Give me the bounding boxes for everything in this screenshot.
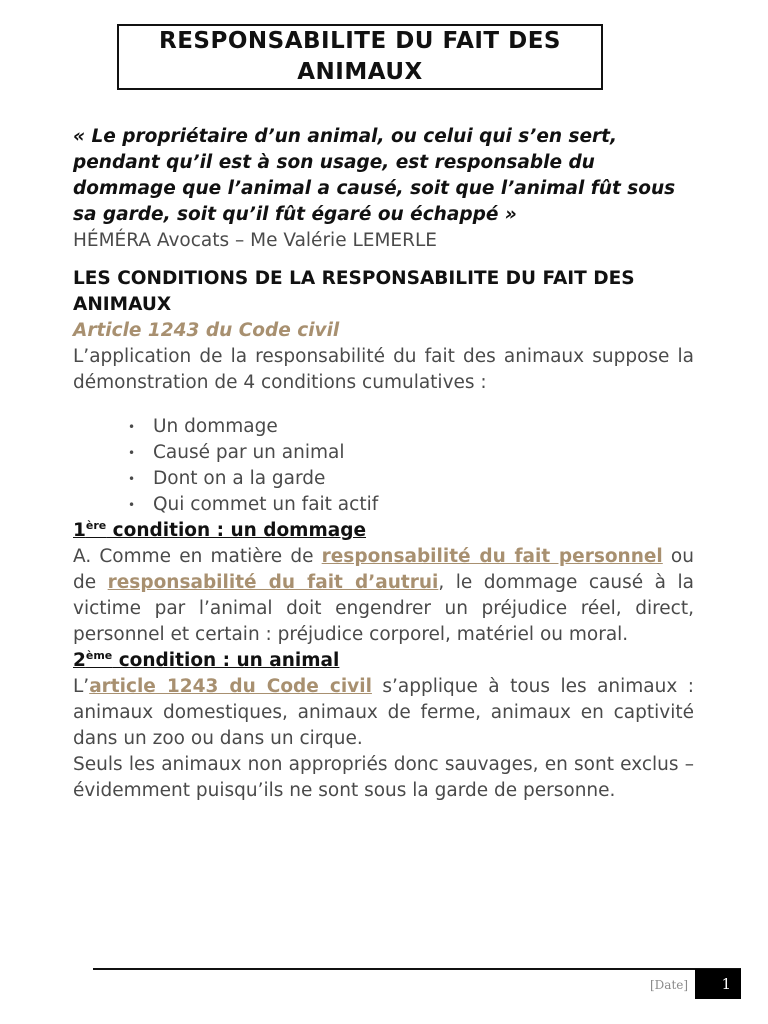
condition-1-title: 1ère condition : un dommage	[73, 518, 367, 541]
condition-1-paragraph: A. Comme en matière de responsabilité du fait personnel ou de responsabilité du fait d’autrui, le dommage causé à la victime par l’animal doit engendrer un préjudice réel, direct, personnel et certain : préjudice corporel, matériel ou moral.	[73, 546, 694, 645]
list-item: • Un dommage	[128, 414, 694, 440]
bullet-icon: •	[128, 472, 136, 486]
list-item: • Qui commet un fait actif	[128, 492, 694, 518]
conditions-list	[73, 414, 694, 518]
quote-author: HÉMÉRA Avocats – Me Valérie LEMERLE	[73, 230, 437, 251]
intro-paragraph: L’application de la responsabilité du fait des animaux suppose la démonstration de 4 conditions cumulatives :	[73, 346, 694, 393]
bullet-icon: •	[128, 420, 136, 434]
quote: « Le propriétaire d’un animal, ou celui qui s’en sert, pendant qu’il est à son usage, est responsable du dommage que l’animal a causé, soit que l’animal fût sous sa garde, soit qu’il fût égaré ou échappé »	[73, 126, 676, 225]
page-number: 1	[695, 969, 741, 999]
bullet-icon: •	[128, 498, 136, 512]
condition-2-paragraph-2: Seuls les animaux non appropriés donc sauvages, en sont exclus – évidemment puisqu’ils ne sont sous la garde de personne.	[73, 754, 694, 801]
condition-2-title: 2ème condition : un animal	[73, 648, 340, 671]
section-title: LES CONDITIONS DE LA RESPONSABILITE DU FAIT DES ANIMAUX	[73, 268, 635, 315]
list-item: • Causé par un animal	[128, 440, 694, 466]
link-responsabilite-fait-personnel[interactable]: responsabilité du fait personnel	[321, 546, 663, 567]
footer-divider	[93, 968, 741, 970]
bullet-icon: •	[128, 446, 136, 460]
footer-date: [Date]	[650, 978, 689, 992]
link-article-1243[interactable]: article 1243 du Code civil	[89, 676, 372, 697]
document-title: RESPONSABILITE DU FAIT DES ANIMAUX	[117, 24, 603, 90]
condition-2-paragraph: L’article 1243 du Code civil s’applique à tous les animaux : animaux domestiques, animaux de ferme, animaux en captivité dans un zoo ou dans un cirque.	[73, 676, 694, 749]
article-title: Article 1243 du Code civil	[73, 320, 340, 341]
list-item: • Dont on a la garde	[128, 466, 694, 492]
document-body	[73, 124, 694, 804]
link-responsabilite-fait-autrui[interactable]: responsabilité du fait d’autrui	[107, 572, 439, 593]
